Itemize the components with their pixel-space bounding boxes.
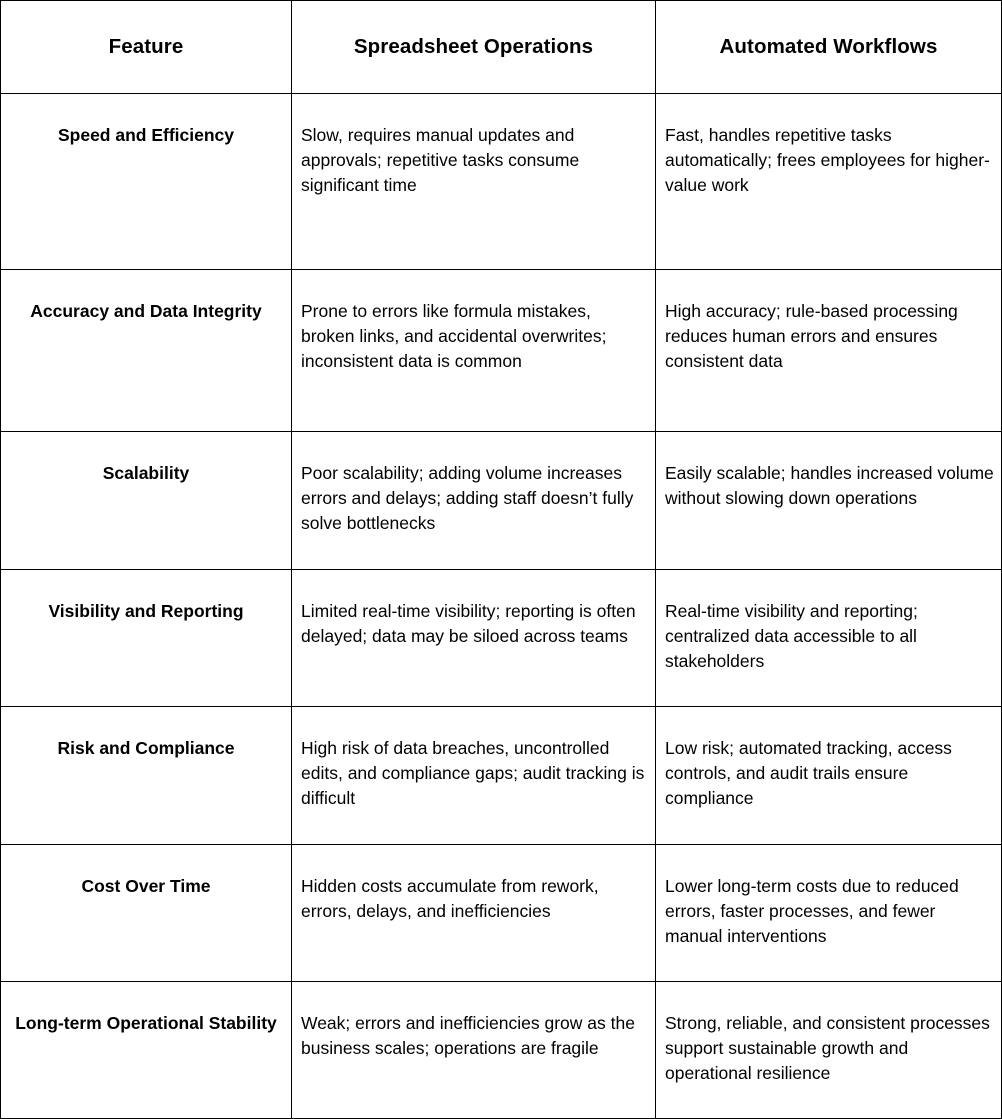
feature-cell: Scalability — [1, 432, 292, 570]
feature-cell: Speed and Efficiency — [1, 94, 292, 270]
automated-cell: Easily scalable; handles increased volume without slowing down operations — [656, 432, 1002, 570]
header-feature: Feature — [1, 1, 292, 94]
table-row — [1, 432, 1002, 570]
feature-cell: Visibility and Reporting — [1, 570, 292, 707]
spreadsheet-cell: Weak; errors and inefficiencies grow as the business scales; operations are fragile — [292, 982, 656, 1119]
table-row — [1, 845, 1002, 982]
table-row — [1, 270, 1002, 432]
table-row — [1, 570, 1002, 707]
spreadsheet-cell: Prone to errors like formula mistakes, broken links, and accidental overwrites; inconsistent data is common — [292, 270, 656, 432]
automated-cell: Fast, handles repetitive tasks automatically; frees employees for higher-value work — [656, 94, 1002, 270]
spreadsheet-cell: Limited real-time visibility; reporting is often delayed; data may be siloed across teams — [292, 570, 656, 707]
header-row — [1, 1, 1002, 94]
table-row — [1, 982, 1002, 1119]
spreadsheet-cell: Poor scalability; adding volume increases errors and delays; adding staff doesn’t fully solve bottlenecks — [292, 432, 656, 570]
spreadsheet-cell: Slow, requires manual updates and approvals; repetitive tasks consume significant time — [292, 94, 656, 270]
feature-cell: Accuracy and Data Integrity — [1, 270, 292, 432]
feature-cell: Cost Over Time — [1, 845, 292, 982]
header-automated-workflows: Automated Workflows — [656, 1, 1002, 94]
spreadsheet-cell: Hidden costs accumulate from rework, errors, delays, and inefficiencies — [292, 845, 656, 982]
feature-cell: Risk and Compliance — [1, 707, 292, 845]
table-row — [1, 94, 1002, 270]
automated-cell: Low risk; automated tracking, access controls, and audit trails ensure compliance — [656, 707, 1002, 845]
automated-cell: Real-time visibility and reporting; centralized data accessible to all stakeholders — [656, 570, 1002, 707]
automated-cell: Strong, reliable, and consistent processes support sustainable growth and operational resilience — [656, 982, 1002, 1119]
spreadsheet-cell: High risk of data breaches, uncontrolled edits, and compliance gaps; audit tracking is difficult — [292, 707, 656, 845]
feature-cell: Long-term Operational Stability — [1, 982, 292, 1119]
table-row — [1, 707, 1002, 845]
automated-cell: Lower long-term costs due to reduced errors, faster processes, and fewer manual interventions — [656, 845, 1002, 982]
header-spreadsheet-operations: Spreadsheet Operations — [292, 1, 656, 94]
automated-cell: High accuracy; rule-based processing reduces human errors and ensures consistent data — [656, 270, 1002, 432]
